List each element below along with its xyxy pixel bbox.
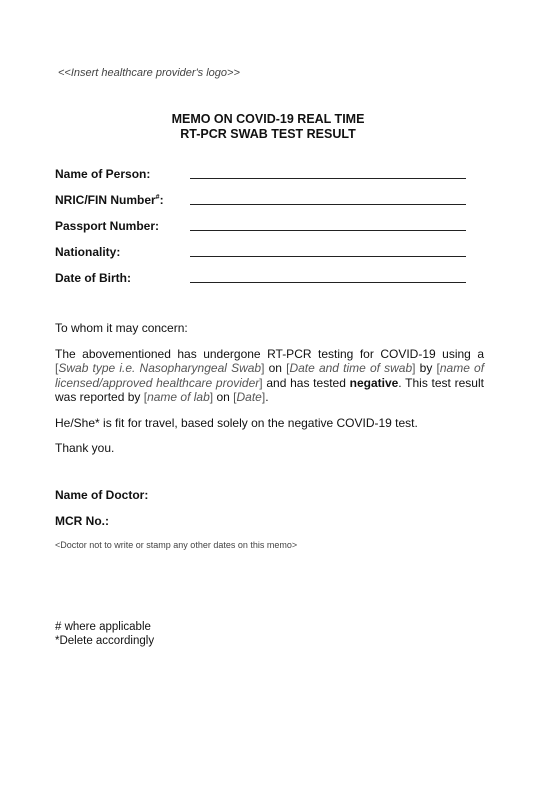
field-passport-number — [55, 219, 475, 245]
footnotes — [55, 620, 154, 648]
memo-title-line-2: RT-PCR SWAB TEST RESULT — [180, 127, 356, 141]
field-label: Passport Number: — [55, 219, 160, 233]
memo-title — [0, 112, 536, 142]
placeholder-lab-name: name of lab — [147, 390, 210, 404]
doctor-note: <Doctor not to write or stamp any other dates on this memo> — [55, 540, 298, 550]
fill-in-line[interactable] — [190, 230, 466, 231]
field-label: NRIC/FIN Number#: — [55, 193, 164, 207]
greeting: To whom it may concern: — [55, 321, 188, 335]
doctor-name-label: Name of Doctor: — [55, 488, 149, 502]
placeholder-swab-date: Date and time of swab — [289, 361, 413, 375]
fill-in-line[interactable] — [190, 204, 466, 205]
placeholder-provider-name: name of licensed/approved healthcare provider — [55, 361, 485, 390]
thank-you: Thank you. — [55, 441, 115, 455]
negative-result: negative — [349, 375, 399, 390]
fill-in-line[interactable] — [190, 256, 466, 257]
field-name-of-person — [55, 167, 475, 193]
footnote-delete-accordingly: *Delete accordingly — [55, 635, 155, 647]
field-label: Nationality: — [55, 245, 121, 259]
field-label: Date of Birth: — [55, 271, 131, 285]
memo-title-line-1: MEMO ON COVID-19 REAL TIME — [171, 112, 365, 126]
field-label: Name of Person: — [55, 167, 151, 181]
applicable-marker: # — [155, 194, 160, 201]
logo-placeholder: <<Insert healthcare provider's logo>> — [58, 67, 240, 79]
mcr-number-label: MCR No.: — [55, 514, 109, 528]
memo-body — [55, 321, 484, 467]
field-date-of-birth — [55, 271, 475, 297]
test-result-paragraph: The abovementioned has undergone RT-PCR testing for COVID-19 using a [Swab type i.e. Nasopharyngeal Swab] on [Date and time of swab] by [name of licensed/approved healthcare provider] and has tested negative. This test result was reported by [name of lab] on [Date]. — [55, 346, 485, 404]
placeholder-report-date: Date — [236, 390, 262, 404]
fit-for-travel-statement: He/She* is fit for travel, based solely on the negative COVID-19 test. — [55, 415, 418, 430]
personal-details-fields — [55, 167, 475, 297]
doctor-signoff — [55, 488, 475, 550]
field-nationality — [55, 245, 475, 271]
fill-in-line[interactable] — [190, 178, 466, 179]
placeholder-swab-type: Swab type i.e. Nasopharyngeal Swab — [58, 361, 262, 375]
field-nric-fin-number — [55, 193, 475, 219]
fill-in-line[interactable] — [190, 282, 466, 283]
footnote-where-applicable: # where applicable — [55, 621, 151, 633]
